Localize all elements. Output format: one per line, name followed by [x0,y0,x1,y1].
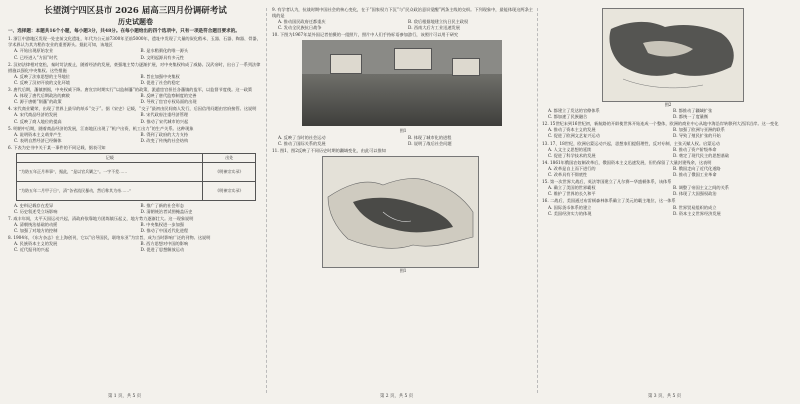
question-3: 3. 唐代后期，藩镇割据，中央权威下降。唐宣宗时期实行“以监制藩”的政策，派遣宦官担任各藩镇的监军，以监督节度使。这一政策 [8,87,253,93]
option: B. 是水稻驯化的唯一源头 [140,48,189,54]
question-15-options [542,185,794,197]
option: C. 维护了世界的长久和平 [548,191,596,197]
option: C. 美国经济实力的体现 [548,210,592,216]
option: A. 开始出现原始农业 [14,48,54,54]
exam-subtitle: 历史试题卷 [118,17,153,26]
option: A. 改革是自上而下进行的 [548,165,596,171]
option: D. 导致了宦官专权局面的出现 [140,99,197,105]
page-column-3 [542,6,794,217]
table-cell: “为防五年正月举事”，据此，“是以官兵剿之”。一字不差…… [17,162,203,181]
option: C. 反映了汉初开放的文化环境 [14,79,70,85]
option: B. 西方思想对中国的影响 [140,241,189,247]
option: D. 体现了大国强权政治 [673,191,717,197]
option: A. 史料记载存在差异 [14,202,54,208]
option: C. 历史叙述受立场影响 [14,208,58,214]
photo-sign [394,48,432,70]
question-4-options [8,112,263,124]
option: B. 中央集权进一步加强 [140,221,184,227]
option: A. 反映了法家思想的主导地位 [14,73,70,79]
photo-sign [452,58,480,76]
source-table [16,153,256,201]
option: C. 改革具有不彻底性 [548,172,588,178]
option: C. 近代报刊的兴起 [14,247,50,253]
photo-caption: 图1 [399,128,407,134]
question-3-options [8,93,263,105]
question-8-options [8,241,263,253]
photo-crowd [302,74,502,126]
question-4: 4. 宋代商业繁荣，出现了世界上最早的纸币“交子”。据《宋史》记载，“交子”最初由民间商人发行，后因信用问题由官府接管。这说明 [8,106,257,112]
option: A. 都建立了发达的官僚体系 [548,108,600,114]
option: B. 世界贸易组织的成立 [673,204,717,210]
option: C. 发动全民族抗日战争 [278,25,322,31]
option: B. 敌后根据地建立抗日民主政权 [408,19,469,25]
option: B. 都推动了疆域扩张 [673,108,713,114]
table-row [17,181,256,200]
option: A. 清朝统治基础的动摇 [14,221,58,227]
option: D. 推动了中国近代化进程 [140,227,189,233]
option: D. 西南大后方工业迅速发展 [408,25,460,31]
option: C. 已经进入“方国”时代 [14,54,58,60]
question-7-options [8,222,263,234]
option: D. 导致了殖民扩张的开始 [673,133,721,139]
page-footer: 第 3 页，共 5 页 [648,394,682,399]
map-graphic [603,9,743,101]
option: D. 改变了传统的社会结构 [140,137,189,143]
question-1-options [8,48,263,60]
option: B. 调整了帝国主义之间的关系 [673,185,729,191]
historical-map-1 [322,156,479,268]
column-divider [537,8,538,393]
option: C. 表明自然经济已经解体 [14,137,62,143]
option: A. 体现了唐代后期政治的腐败 [14,93,70,99]
section-heading: 一、选择题：本题共16个小题，每小题3分，共48分。在每小题给出的四个选项中，只有一项是符合题目要求的。 [8,29,240,34]
photo-sign [330,54,362,74]
option: D. 促进了社会的稳定 [140,79,180,85]
question-6: 6. 下表为史书中关于某一事件的不同记载，据表可知 [8,144,106,150]
question-9: 9. 有学者认为，抗战时期中国社会的核心变化，在于“国家权力下沉”与“民众政治意识觉醒”两条主线的交织。下列现象中，最能体现这两条主线的是 [272,7,533,19]
option: A. 确立了美国的世界霸权 [548,185,596,191]
question-7: 7. 咸丰年间，太平天国运动兴起，清政府依靠地方团练镇压起义，地方势力逐渐壮大。这一现象说明 [8,215,194,221]
question-14: 14. 1861年俄国农奴制改革后，俄国资本主义迅速发展，但仍保留了大量封建残余，这表明 [542,159,712,165]
question-11: 11. 图1、图2反映了不同历史时期的疆域变化，由此可以推知 [272,147,386,153]
protest-photo [302,40,502,126]
option: D. 奠定了现代民主的思想基础 [673,152,730,158]
option: D. 推动了俄国工业革命 [673,172,717,178]
question-5-options [8,132,263,144]
exam-title: 长望浏宁四区县市 2026 届高三四月份调研考试 [44,6,227,16]
question-6-options [8,203,263,215]
option: B. 俄国走向了近代化道路 [673,165,721,171]
option: B. 旨在加强中央集权 [140,73,180,79]
question-8: 8. 1904年，《东方杂志》在上海创刊，它以“启导国民，联络东亚”为宗旨，成为当时影响广泛的刊物。这说明 [8,235,211,241]
option: C. 都加速了民族融合 [548,114,588,120]
option: A. 人文主义思想的延续 [548,146,592,152]
table-cell: “为防五年二月甲子日”，清“各省流民暴动，然后称其为帝……” [17,181,203,200]
table-row [17,162,256,181]
question-10: 10. 下图为1967年某外国记者拍摄的一组照片，照片中人们手持标语参加游行，该照片可以用于研究 [272,32,459,38]
option: D. 都统一了度量衡 [673,114,709,120]
option: D. 文明起源具有多元性 [140,54,185,60]
question-10-options [272,135,534,147]
option: B. 加强了欧洲与亚洲的联系 [673,127,725,133]
option: C. 源于唐朝“削藩”的政策 [14,99,62,105]
option: D. 促进了思想解放运动 [140,247,185,253]
page-footer: 第 1 页，共 5 页 [108,394,142,399]
option: A. 反映了当时的社会运动 [278,134,326,140]
question-12-options [542,127,794,139]
question-5: 5. 明朝中后期，随着商品经济的发展，江南地区出现了“机户出资，机工出力”的生产关系。这种现象 [8,125,194,131]
option: A. 民族资本主义的发展 [14,241,58,247]
option: D. 资本主义世界经济发展 [673,210,721,216]
question-9-options [272,19,534,31]
option: D. 清朝统治者试图掩盖历史 [140,208,193,214]
option: C. 促进了欧洲文艺复兴运动 [548,133,600,139]
option: C. 促进了科学技术的发展 [548,152,596,158]
table-cell: 《明神宗实录》 [203,181,256,200]
option: B. 体现了城市化的进程 [408,134,452,140]
map-caption: 图2 [664,102,672,107]
table-header: 出处 [203,153,256,162]
page-column-2 [272,6,534,274]
option: A. 宋代商品经济的发展 [14,112,58,118]
option: D. 说明了战后社会问题 [408,140,452,146]
question-16-options [542,205,794,217]
page-footer: 第 2 页，共 5 页 [380,394,414,399]
option: B. 宋代政府注重经济管理 [140,112,189,118]
option: B. 得到了政府的大力支持 [140,131,189,137]
map-caption: 图1 [399,267,407,273]
question-2-options [8,74,263,86]
question-2: 2. 汉初法律相对宽松，秦时苛法废止，随着经济的发展，豪强地主势力逐渐扩展，对中央集权构成了威胁。汉武帝时，出台了一系列法律措施以强化中央集权。这些措施 [8,61,261,73]
option: C. 推动了国际关系的发展 [278,140,326,146]
option: A. 国际货币体系的建立 [548,204,592,210]
question-12: 12. 15世纪末到16世纪初，新航路的开辟使世界开始连成一个整体，欧洲的商业中心从地中海沿岸转移到大西洋沿岸。这一变化 [542,121,779,127]
question-16: 16. 二战后，美国通过布雷顿森林体系确立了美元的霸主地位，这一体系 [542,198,676,204]
option: B. 推动了资产阶级革命 [673,146,717,152]
table-header: 记载 [17,153,203,162]
option: B. 推广了新的社会形态 [140,202,184,208]
column-divider [266,8,267,393]
question-14-options [542,166,794,178]
question-1: 1. 浙江中游地区发现一处史前文化遗址，年代为公元前7300年至前5000年，遗址中发现了大量的炭化稻米、玉器、石器、陶器、骨器，学术界认为其为稻作农业的重要源头。据此可知，该地区 [8,36,261,48]
option: D. 推动了宋代城市的兴起 [140,118,189,124]
option: C. 反映了商人地位的提高 [14,118,62,124]
option: A. 推动了资本主义的发展 [548,127,596,133]
question-13: 13. 17、18世纪，欧洲启蒙运动兴起，思想家们提倡理性，反对专制，主张天赋人权。启蒙运动 [542,140,720,146]
table-cell: 《明神宗实录》 [203,162,256,181]
option: C. 加强了对地方的控制 [14,227,58,233]
question-11-options [542,108,794,120]
option: B. 反映了唐代监察制度的完善 [140,93,197,99]
historical-map-2 [602,8,744,102]
map-graphic [323,157,478,267]
question-13-options [542,147,794,159]
question-15: 15. 第一次世界大战后，英法等国建立了凡尔赛—华盛顿体系，该体系 [542,179,672,185]
option: A. 推动国民政府迁都重庆 [278,19,326,25]
page-column-1 [8,6,263,253]
option: A. 说明资本主义萌芽产生 [14,131,62,137]
